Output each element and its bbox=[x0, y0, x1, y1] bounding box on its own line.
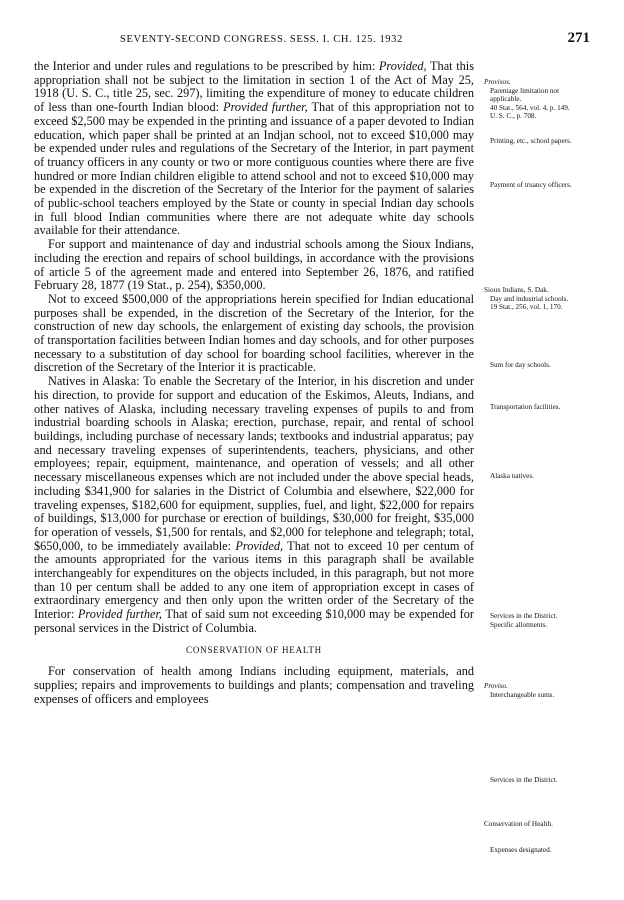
margin-note-printing bbox=[484, 137, 592, 146]
margin-note-line: 40 Stat., 564, vol. 4, p. 149. bbox=[490, 103, 570, 112]
margin-note-truancy bbox=[484, 181, 592, 190]
margin-note-line: Interchangeable sums. bbox=[490, 690, 555, 699]
proviso-italic: Provided further, bbox=[77, 607, 162, 622]
margin-note-alaska bbox=[484, 472, 592, 481]
running-head: SEVENTY-SECOND CONGRESS. SESS. I. CH. 125. 1932 bbox=[120, 34, 403, 45]
paragraph-continued bbox=[34, 60, 474, 238]
margin-note-line: Payment of truancy officers. bbox=[490, 181, 572, 189]
margin-note-line: Parentage limitation not applicable. bbox=[490, 86, 560, 104]
margin-note-line: 19 Stat., 256, vol. 1, 170. bbox=[490, 303, 563, 312]
margin-note-line: Services in the District. bbox=[490, 776, 558, 784]
margin-note-day-schools bbox=[484, 361, 592, 370]
section-heading: CONSERVATION OF HEALTH bbox=[186, 644, 322, 655]
paragraph-alaska-natives bbox=[34, 375, 474, 635]
paragraph-text: That this appropriation shall not be subject to the limitation in section 1 of the Act of May 25, 1918 (U. S. C., title 25, sec. 297), limiting the expenditure of money to educate children of less than one-fourth Indian blood: bbox=[34, 59, 474, 115]
page-number: 271 bbox=[567, 30, 590, 46]
paragraph-text: That not to exceed 10 per centum of the amounts appropriated for the various items in this paragraph shall be available interchangeably for expenditures on the objects included, in this paragraph, but not more than 10 per centum shall be added to any one item of appropriation except in cases of extraordinary emergency and then only upon the written order of the Secretary of the Interior: bbox=[34, 538, 474, 622]
paragraph-sioux-schools: For support and maintenance of day and industrial schools among the Sioux Indians, including the erection and repairs of school buildings, in accordance with the provisions of article 5 of the agreement made and entered into September 26, 1876, and ratified February 28, 1877 (19 Stat., p. 254), $350,000. bbox=[34, 237, 474, 293]
proviso-italic: Provided, bbox=[235, 538, 284, 553]
running-header bbox=[34, 32, 590, 48]
margin-note-services-district bbox=[484, 776, 592, 785]
paragraph-text: That of said sum not exceeding $10,000 may be expended for personal services in the District of Columbia. bbox=[34, 607, 474, 635]
margin-note-line: Sum for day schools. bbox=[490, 361, 551, 369]
paragraph-day-schools: Not to exceed $500,000 of the appropriations herein specified for Indian educational purposes shall be expended, in the discretion of the Secretary of the Interior, for the construction of new day schools, the enlargement of existing day schools, the provision of transportation facilities between Indian homes and day schools, and for other purposes necessary to a substitution of day school for boarding school facilities, wherever in the discretion of the Secretary of the Interior it is practicable. bbox=[34, 291, 474, 375]
margin-note-services bbox=[484, 612, 592, 629]
paragraph-text: That of this appropriation not to exceed $2,500 may be expended in the printing and issuance of a paper devoted to Indian education, which paper shall be printed at an Indjan school, not to exceed $10,000 may be expended under rules and regulations of the Secretary of the Interior, in part payment of truancy officers in any county or two or more contiguous counties where there are five hundred or more Indian children eligible to attend school and not to exceed $10,000 may be expended in the discretion of the Secretary of the Interior for the payment of salaries of public-school teachers employed by the State or county in special Indian day schools in full blood Indian communities where there are not adequate white day schools available for their attendance. bbox=[34, 100, 474, 238]
margin-note-line: Transportation facilities. bbox=[490, 403, 561, 411]
margin-note-line: Day and industrial schools. bbox=[490, 294, 569, 303]
margin-note-line: Proviso. bbox=[484, 682, 508, 690]
margin-note-line: Expenses designated. bbox=[490, 846, 552, 854]
margin-note-expenses bbox=[484, 846, 592, 855]
paragraph-conservation-health: For conservation of health among Indians including equipment, materials, and supplies; repairs and improvements to buildings and plants; compensation and traveling expenses of officers and employees bbox=[34, 664, 474, 706]
paragraph-text: Natives in Alaska: To enable the Secretary of the Interior, in his discretion and under his direction, to provide for support and education of the Eskimos, Aleuts, Indians, and other natives of Alaska, including necessary traveling expenses of pupils to and from industrial boarding schools in Alaska; erection, purchase, repair, and rental of school buildings, including purchase of necessary lands; textbooks and industrial apparatus; pay and necessary traveling expenses of superintendents, teachers, physicians, and other employees; repair, equipment, maintenance, and operation of vessels; and all other necessary miscellaneous expenses which are not included under the above special heads, including $341,900 for salaries in the District of Columbia and elsewhere, $22,000 for traveling expenses, $182,600 for equipment, supplies, fuel, and light, $22,000 for repairs of buildings, $13,000 for purchase or erection of buildings, $30,000 for freight, $35,000 for operation of vessels, $1,500 for rentals, and $2,000 for telephone and telegraph; total, $650,000, to be immediately available: bbox=[34, 374, 474, 553]
margin-note-transportation bbox=[484, 403, 592, 412]
margin-note-provisos bbox=[484, 78, 592, 121]
proviso-italic: Provided further, bbox=[223, 100, 308, 115]
margin-note-conservation bbox=[484, 820, 592, 829]
margin-note-line: Alaska natives. bbox=[490, 472, 534, 480]
margin-note-sioux bbox=[484, 286, 592, 312]
margin-note-line: Conservation of Health. bbox=[484, 820, 553, 828]
margin-note-line: Printing, etc., school papers. bbox=[490, 137, 572, 145]
margin-note-line: U. S. C., p. 708. bbox=[490, 112, 537, 121]
margin-note-line: Specific allotments. bbox=[490, 620, 548, 629]
main-text-column bbox=[34, 60, 474, 706]
paragraph-text: the Interior and under rules and regulations to be prescribed by him: bbox=[34, 59, 379, 73]
margin-note-line: Provisos. bbox=[484, 78, 511, 86]
margin-note-line: Services in the District. bbox=[490, 612, 558, 620]
margin-note-proviso bbox=[484, 682, 592, 699]
margin-note-line: Sioux Indians, S. Dak. bbox=[484, 286, 549, 294]
proviso-italic: Provided, bbox=[378, 59, 427, 73]
